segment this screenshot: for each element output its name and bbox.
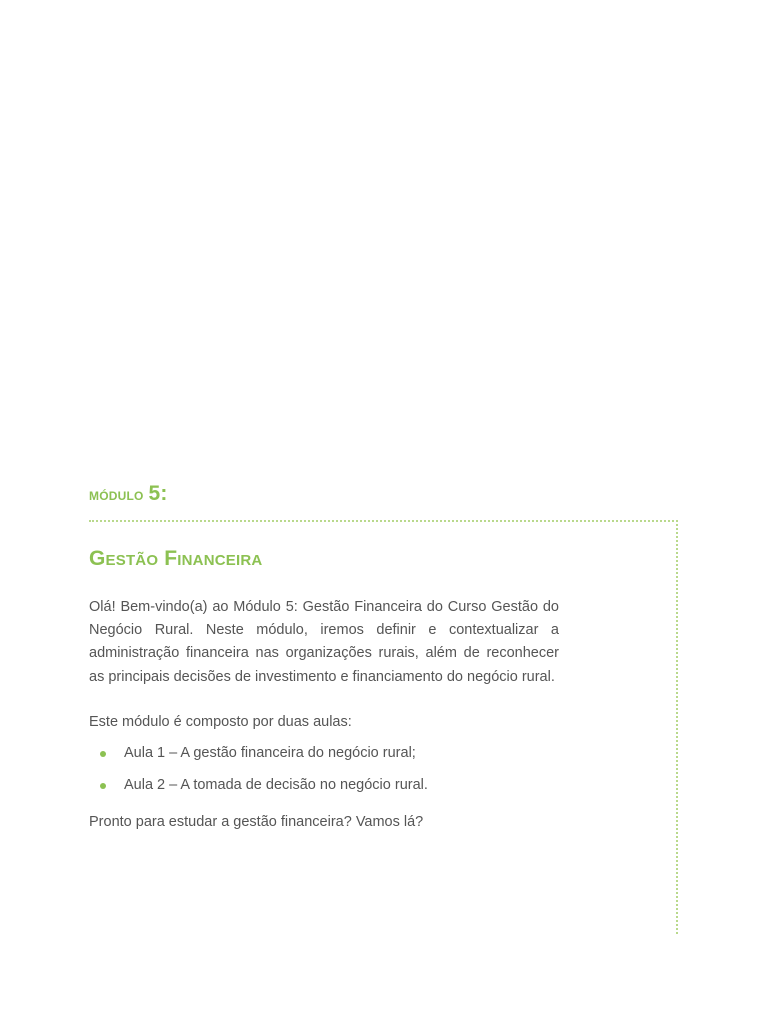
module-label-text: módulo xyxy=(89,485,144,504)
list-item xyxy=(89,774,559,797)
module-heading xyxy=(89,481,168,508)
bullet-icon xyxy=(100,751,106,757)
page-title: Gestão Financeira xyxy=(89,547,263,570)
lesson-list xyxy=(89,742,559,797)
bullet-icon xyxy=(100,783,106,789)
closing-paragraph: Pronto para estudar a gestão financeira? Vamos lá? xyxy=(89,814,424,831)
intro-paragraph: Olá! Bem-vindo(a) ao Módulo 5: Gestão Financeira do Curso Gestão do Negócio Rural. Neste módulo, iremos definir e contextualizar a administração financeira nas organizações rurais, além de reconhecer as principais decisões de investimento e financiamento do negócio rural. xyxy=(89,599,559,685)
composition-text: Este módulo é composto por duas aulas: xyxy=(89,713,352,730)
lesson-text: Aula 1 – A gestão financeira do negócio rural; xyxy=(124,745,416,762)
module-number: 5: xyxy=(148,482,168,505)
content-area xyxy=(89,544,559,834)
lesson-text: Aula 2 – A tomada de decisão no negócio rural. xyxy=(124,777,428,794)
list-item xyxy=(89,742,559,765)
